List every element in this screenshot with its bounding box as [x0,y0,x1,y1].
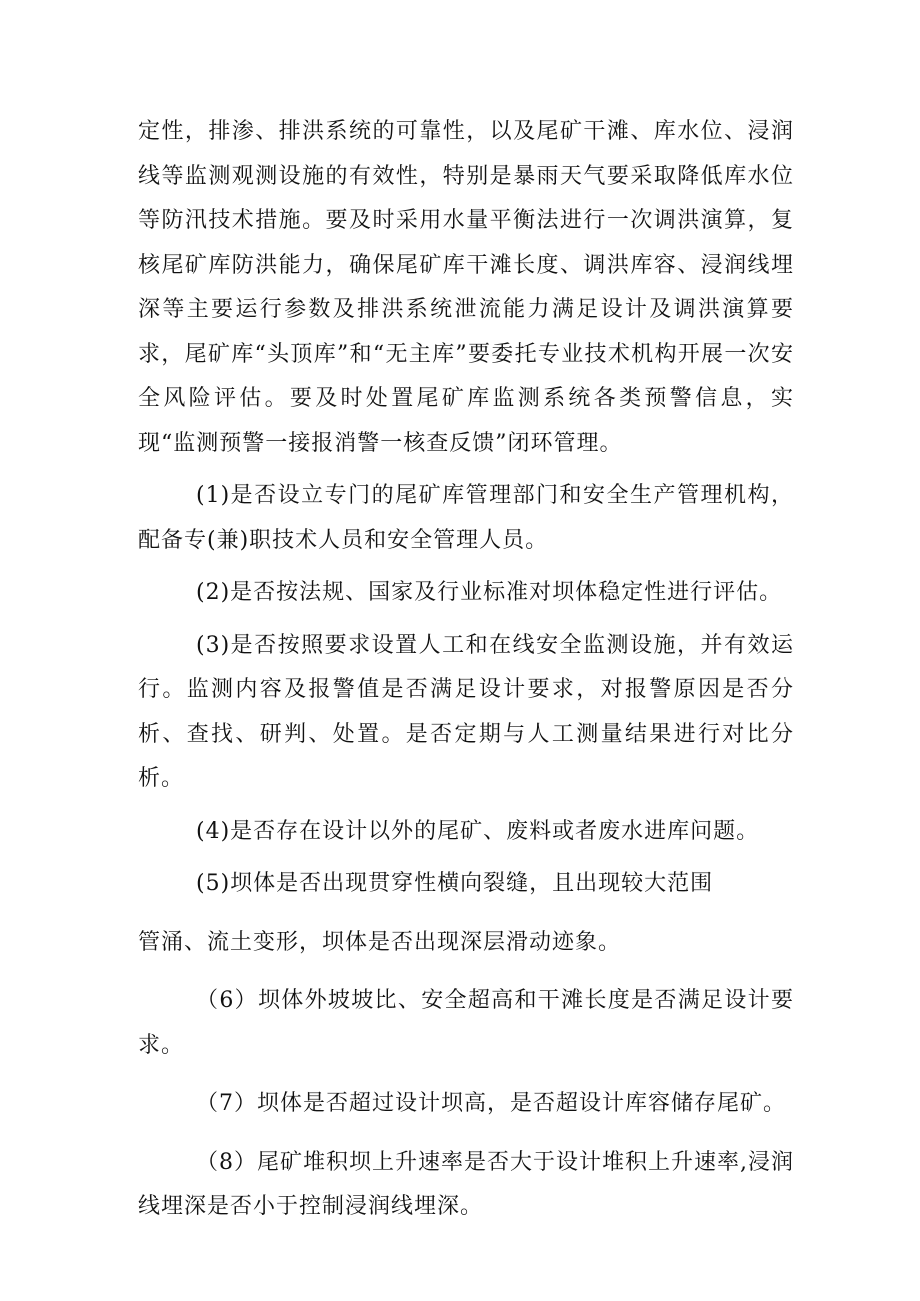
paragraph-item-6: （6）坝体外坡坡比、安全超高和干滩长度是否满足设计要求。 [138,988,794,1058]
paragraph-item-5-line-1: (5)坝体是否出现贯穿性横向裂缝，且出现较大范围 [196,871,714,896]
paragraph-item-4: (4)是否存在设计以外的尾矿、废料或者废水进库问题。 [196,818,760,844]
paragraph-item-2: (2)是否按法规、国家及行业标准对坝体稳定性进行评估。 [196,580,783,605]
document-body [138,110,794,1230]
paragraph-item-5-line-2: 管涌、流土变形，坝体是否出现深层滑动迹象。 [138,929,622,955]
paragraph-item-3: (3)是否按照要求设置人工和在线安全监测设施，并有效运行。监测内容及报警值是否满足设计要求，对报警原因是否分析、查找、研判、处置。是否定期与人工测量结果进行对比分析。 [138,632,794,791]
paragraph-intro: 定性，排渗、排洪系统的可靠性，以及尾矿干滩、库水位、浸润线等监测观测设施的有效性，特别是暴雨天气要采取降低库水位等防汛技术措施。要及时采用水量平衡法进行一次调洪演算，复核尾矿库防洪能力，确保尾矿库干滩长度、调洪库容、浸润线埋深等主要运行参数及排洪系统泄流能力满足设计及调洪演算要求，尾矿库“头顶库”和“无主库”要委托专业技术机构开展一次安全风险评估。要及时处置尾矿库监测系统各类预警信息，实现“监测预警一接报消警一核查反馈”闭环管理。 [138,119,794,456]
paragraph-item-8: （8）尾矿堆积坝上升速率是否大于设计堆积上升速率,浸润线埋深是否小于控制浸润线埋深。 [138,1149,794,1219]
paragraph-item-7: （7）坝体是否超过设计坝高，是否超设计库容储存尾矿。 [196,1091,786,1116]
paragraph-item-1: (1)是否设立专门的尾矿库管理部门和安全生产管理机构，配备专(兼)职技术人员和安全管理人员。 [138,483,794,553]
